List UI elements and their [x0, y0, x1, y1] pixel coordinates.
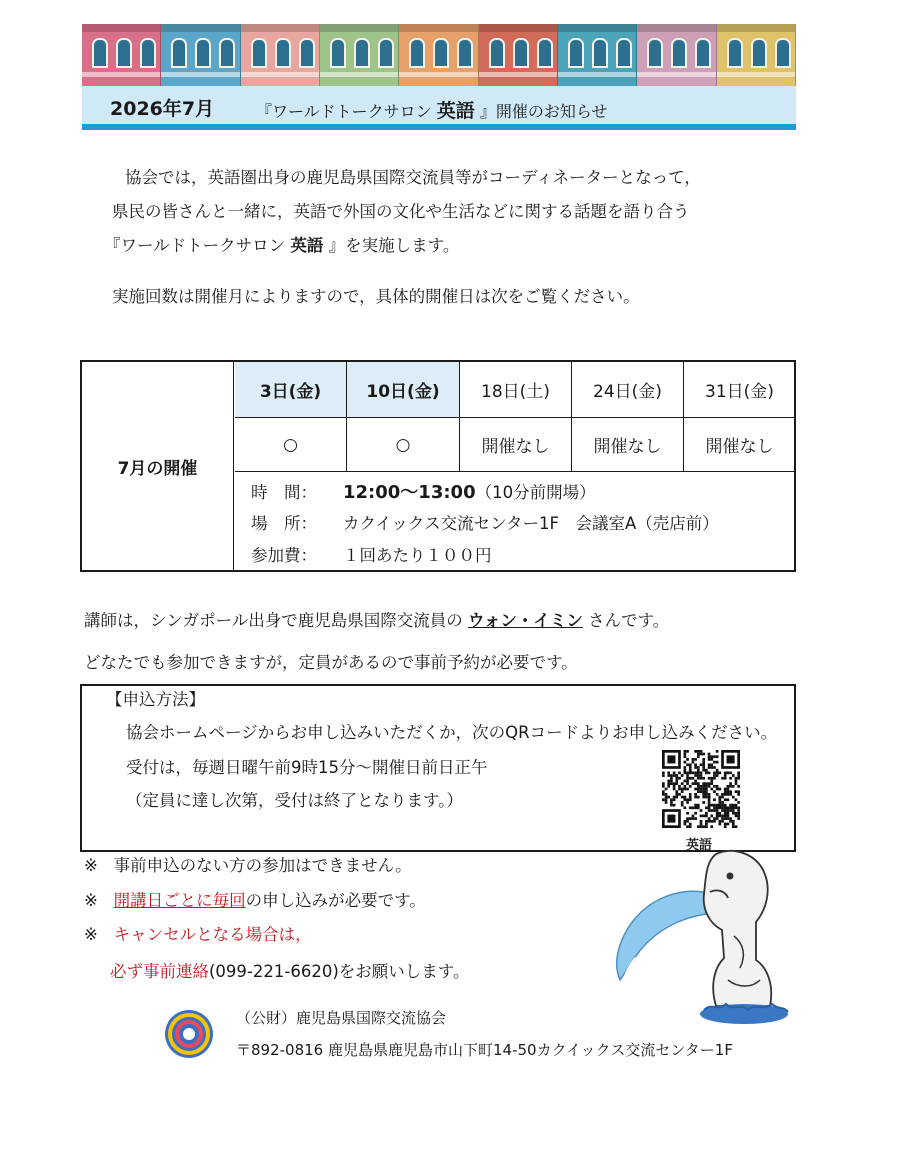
- time-row: [251, 478, 596, 504]
- note-2-text: の申し込みが必要です。: [245, 891, 426, 910]
- footer-org: （公財）鹿児島県国際交流協会: [236, 1009, 447, 1027]
- title-suffix: 』開催のお知らせ: [479, 102, 608, 121]
- schedule-date-cell: 18日(土): [460, 362, 572, 418]
- time-label: 時 間：: [251, 483, 317, 502]
- shophouse-facade: [241, 24, 320, 86]
- intro-line-3-prefix: 『ワールドトークサロン: [104, 236, 286, 255]
- schedule-date-cell: 24日(金): [572, 362, 684, 418]
- shophouse-facade: [161, 24, 240, 86]
- shophouse-facade: [637, 24, 716, 86]
- place-row: [251, 510, 719, 534]
- instructor-suffix: さんです。: [588, 611, 670, 630]
- intro-line-3-suffix: 』を実施します。: [328, 236, 460, 255]
- note-2: [84, 893, 426, 910]
- schedule-status-cell: 開催なし: [460, 418, 572, 472]
- qr-label: 英語: [686, 838, 713, 853]
- title-language: 英語: [436, 100, 475, 122]
- note-mark: ※: [84, 891, 98, 910]
- note-1-text: 事前申込のない方の参加はできません。: [113, 856, 412, 875]
- intro-line-1: 協会では，英語圏出身の鹿児島県国際交流員等がコーディネーターとなって，: [125, 168, 701, 187]
- instructor-line: [84, 613, 669, 630]
- shophouse-facade: [479, 24, 558, 86]
- shophouse-facade: [82, 24, 161, 86]
- apply-heading: 【申込方法】: [106, 690, 205, 709]
- title-underline: [82, 124, 796, 130]
- time-value: 12:00〜13:00: [343, 482, 476, 503]
- shophouse-facade: [717, 24, 796, 86]
- fee-value: １回あたり１００円: [343, 546, 492, 565]
- place-label: 場 所：: [251, 514, 317, 533]
- shophouse-banner-image: [82, 24, 796, 86]
- shophouse-facade: [320, 24, 399, 86]
- apply-line-3: （定員に達し次第，受付は終了となります。）: [126, 791, 463, 810]
- title-year-month: 2026年7月: [110, 98, 215, 120]
- schedule-table: [80, 360, 796, 572]
- note-4-emphasis: 必ず事前連絡: [110, 962, 209, 981]
- schedule-details: [235, 472, 794, 570]
- title-prefix: 『ワールドトークサロン: [256, 102, 432, 121]
- note-3-text: キャンセルとなる場合は，: [113, 925, 312, 944]
- schedule-status-cell: ○: [235, 418, 347, 472]
- reservation-note: どなたでも参加できますが，定員があるので事前予約が必要です。: [84, 653, 578, 672]
- note-3: [84, 927, 312, 944]
- intro-line-3: [104, 238, 459, 255]
- note-4-text: (099-221-6620)をお願いします。: [209, 962, 470, 981]
- intro-line-4: 実施回数は開催月によりますので，具体的開催日は次をご覧ください。: [112, 287, 640, 306]
- instructor-prefix: 講師は，シンガポール出身で鹿児島県国際交流員の: [84, 611, 463, 630]
- instructor-name: ウォン・イミン: [468, 611, 583, 630]
- note-1: [84, 858, 412, 875]
- schedule-month-label: 7月の開催: [82, 362, 234, 570]
- qr-code-icon[interactable]: [662, 750, 740, 828]
- page-title: [256, 96, 607, 123]
- footer-address: 〒892-0816 鹿児島県鹿児島市山下町14-50カクイックス交流センター1F: [236, 1041, 733, 1059]
- schedule-date-cell: 3日(金): [235, 362, 347, 418]
- note-mark: ※: [84, 925, 98, 944]
- apply-line-2: 受付は，毎週日曜午前9時15分〜開催日前日正午: [126, 758, 488, 777]
- fee-row: [251, 542, 492, 566]
- apply-line-1: 協会ホームページからお申し込みいただくか，次のQRコードよりお申し込みください。: [126, 723, 778, 742]
- intro-line-2: 県民の皆さんと一緒に，英語で外国の文化や生活などに関する話題を語り合う: [112, 202, 690, 221]
- fee-label: 参加費：: [251, 546, 317, 565]
- merlion-illustration: [606, 840, 792, 1030]
- shophouse-facade: [399, 24, 478, 86]
- time-note: （10分前開場）: [475, 483, 596, 502]
- note-4: [110, 964, 469, 981]
- schedule-status-cell: 開催なし: [684, 418, 795, 472]
- schedule-status-cell: ○: [347, 418, 460, 472]
- schedule-status-cell: 開催なし: [572, 418, 684, 472]
- note-2-emphasis: 開講日ごとに毎回: [113, 891, 246, 910]
- schedule-date-cell: 10日(金): [347, 362, 460, 418]
- place-value: カクイックス交流センター1F 会議室A（売店前）: [343, 514, 719, 533]
- note-mark: ※: [84, 856, 98, 875]
- schedule-date-cell: 31日(金): [684, 362, 795, 418]
- shophouse-facade: [558, 24, 637, 86]
- intro-line-3-language: 英語: [290, 236, 324, 255]
- association-logo-icon: [163, 1008, 215, 1060]
